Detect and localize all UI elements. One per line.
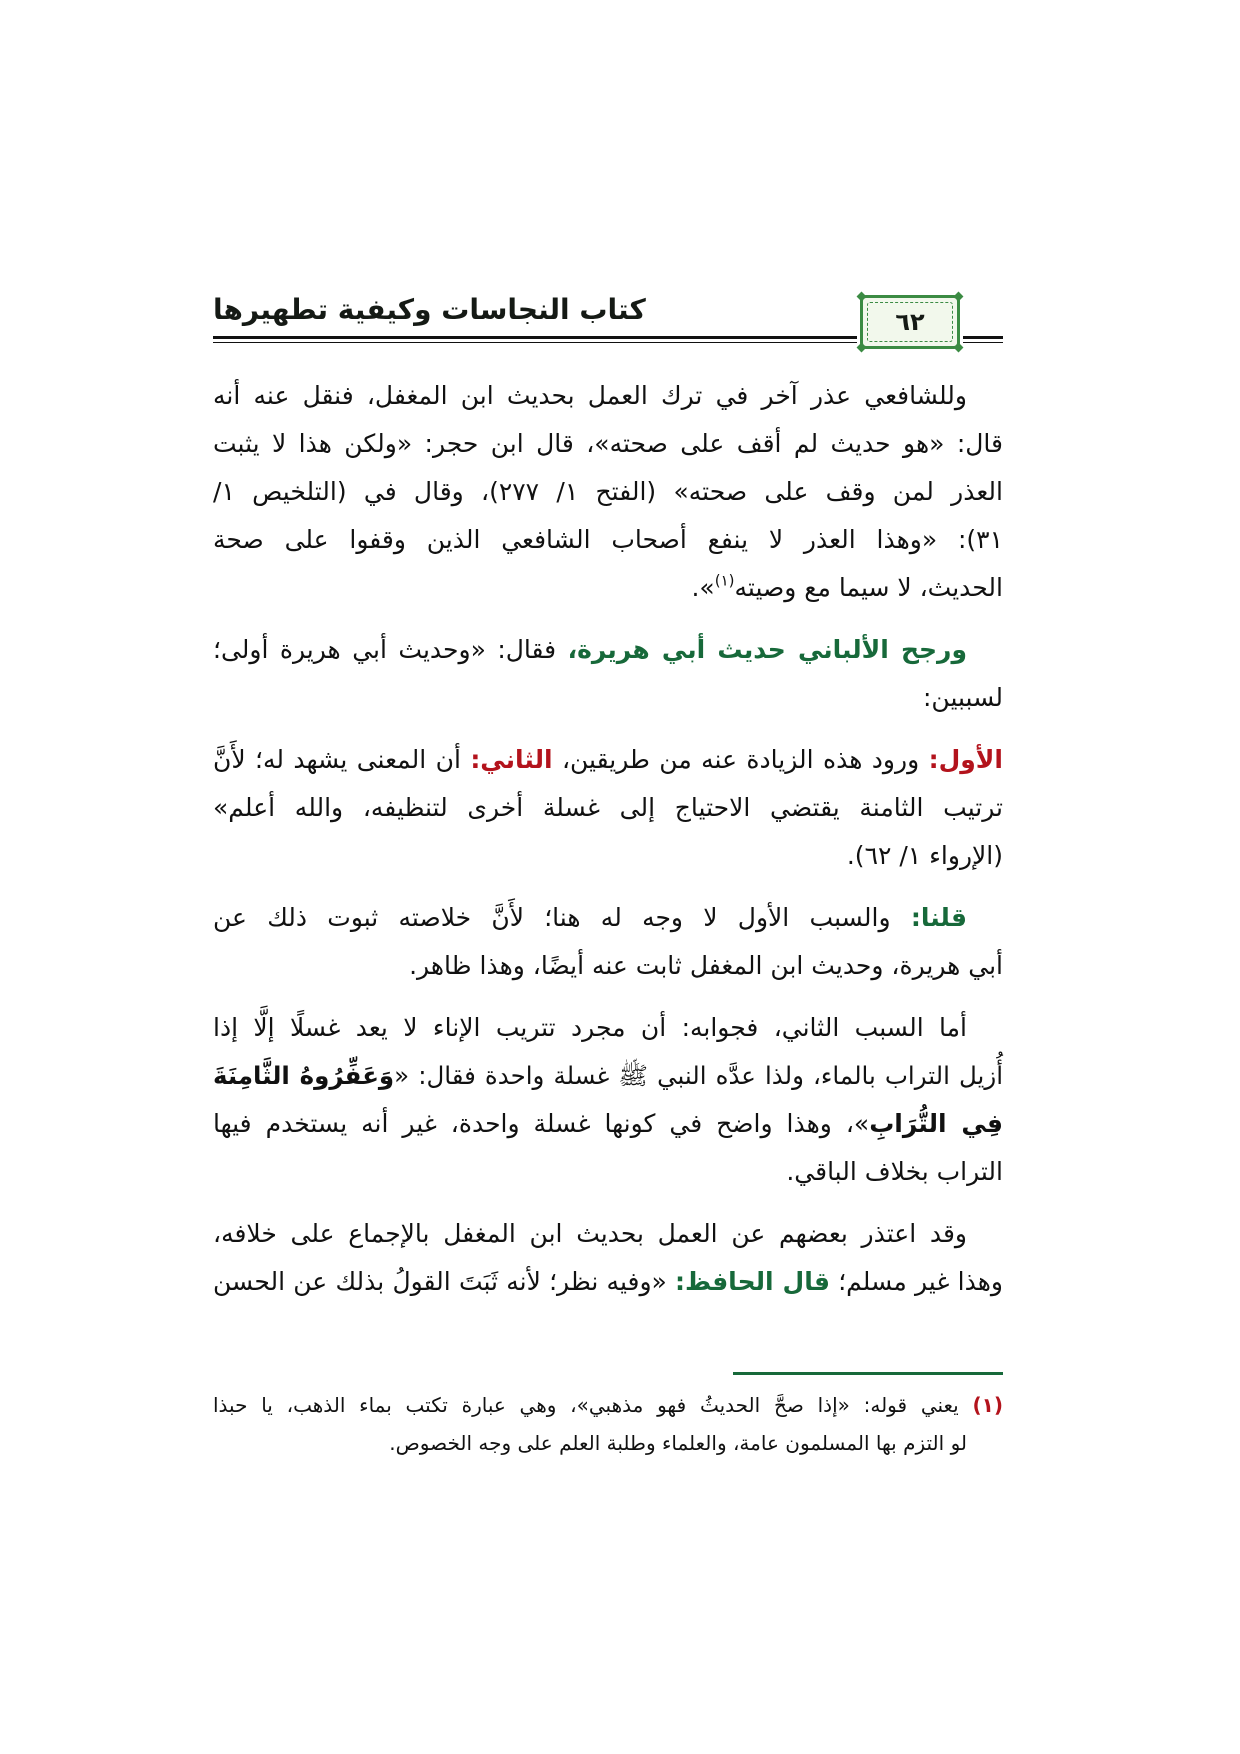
text-line bbox=[213, 736, 1003, 784]
text-segment: «وفيه نظر؛ لأنه ثَبَتَ القولُ بذلك عن الحسن bbox=[213, 1267, 676, 1296]
hadith-quote: فِي التُّرَابِ bbox=[869, 1109, 1003, 1138]
paragraph bbox=[213, 1004, 1003, 1196]
text-line: وللشافعي عذر آخر في ترك العمل بحديث ابن المغفل، فنقل عنه أنه bbox=[213, 381, 967, 410]
ornament-corner bbox=[857, 292, 867, 302]
text-segment: فقال: «وحديث أبي هريرة أولى؛ bbox=[213, 635, 568, 664]
paragraph bbox=[213, 894, 1003, 990]
text-line: التراب بخلاف الباقي. bbox=[786, 1157, 1003, 1186]
paragraph bbox=[213, 372, 1003, 612]
text-segment: والسبب الأول لا وجه له هنا؛ لأَنَّ خلاصته ثبوت ذلك عن bbox=[213, 903, 911, 932]
text-segment: »، وهذا واضح في كونها غسلة واحدة، غير أنه يستخدم فيها bbox=[213, 1109, 870, 1138]
reason-label-second: الثاني: bbox=[470, 745, 553, 774]
book-title: كتاب النجاسات وكيفية تطهيرها bbox=[213, 293, 646, 326]
ornament-corner bbox=[954, 343, 964, 353]
reason-label-first: الأول: bbox=[928, 745, 1003, 774]
text-segment: ». bbox=[691, 573, 715, 602]
text-line: ٣١): «وهذا العذر لا ينفع أصحاب الشافعي الذين وقفوا على صحة bbox=[213, 525, 1003, 554]
paragraph bbox=[213, 736, 1003, 880]
text-segment: وهذا غير مسلم؛ bbox=[829, 1267, 1003, 1296]
ornament-corner bbox=[954, 292, 964, 302]
header-double-rule-short bbox=[963, 336, 1003, 343]
header-double-rule bbox=[213, 336, 857, 343]
paragraph bbox=[213, 626, 1003, 722]
text-segment: أن المعنى يشهد له؛ لأَنَّ bbox=[213, 745, 471, 774]
page-number: ٦٢ bbox=[895, 308, 925, 336]
text-line bbox=[213, 1052, 1003, 1100]
text-line: قال: «هو حديث لم أقف على صحته»، قال ابن حجر: «ولكن هذا لا يثبت bbox=[213, 429, 1003, 458]
footnote-line bbox=[213, 1386, 1003, 1424]
hadith-quote: وَعَفِّرُوهُ الثَّامِنَةَ bbox=[213, 1061, 395, 1090]
footnotes bbox=[213, 1386, 1003, 1462]
highlighted-label: قلنا: bbox=[910, 903, 967, 932]
text-line: العذر لمن وقف على صحته» (الفتح ١/ ٢٧٧)، وقال في (التلخيص ١/ bbox=[213, 477, 1003, 506]
text-segment: ورود هذه الزيادة عنه من طريقين، bbox=[552, 745, 929, 774]
ornament-corner bbox=[857, 343, 867, 353]
text-line bbox=[213, 1258, 1003, 1306]
text-line bbox=[213, 564, 1003, 612]
page-number-ornament bbox=[860, 295, 960, 349]
text-line bbox=[213, 1100, 1003, 1148]
paragraph bbox=[213, 1210, 1003, 1306]
page-number-frame bbox=[867, 302, 953, 342]
text-line: (الإرواء ١/ ٦٢). bbox=[846, 841, 1003, 870]
text-segment: أُزيل التراب بالماء، ولذا عدَّه النبي ﷺ غسلة واحدة فقال: « bbox=[394, 1061, 1003, 1090]
footnote-marker: (١) bbox=[972, 1393, 1003, 1417]
text-line bbox=[213, 894, 1003, 942]
text-line: أبي هريرة، وحديث ابن المغفل ثابت عنه أيضًا، وهذا ظاهر. bbox=[409, 951, 1003, 980]
footnote-reference: (١) bbox=[714, 571, 735, 590]
text-line bbox=[213, 626, 1003, 674]
highlighted-label: قال الحافظ: bbox=[675, 1267, 830, 1296]
body-text bbox=[213, 372, 1003, 1306]
footnote-line: لو التزم بها المسلمون عامة، والعلماء وطلبة العلم على وجه الخصوص. bbox=[389, 1431, 967, 1455]
text-line: أما السبب الثاني، فجوابه: أن مجرد تتريب الإناء لا يعد غسلًا إلَّا إذا bbox=[213, 1013, 967, 1042]
footnote-separator bbox=[733, 1372, 1003, 1375]
text-line: ترتيب الثامنة يقتضي الاحتياج إلى غسلة أخرى لتنظيفه، والله أعلم» bbox=[213, 793, 1003, 822]
text-line: لسببين: bbox=[922, 683, 1003, 712]
text-segment: الحديث، لا سيما مع وصيته bbox=[734, 573, 1003, 602]
text-line: وقد اعتذر بعضهم عن العمل بحديث ابن المغفل بالإجماع على خلافه، bbox=[213, 1219, 967, 1248]
highlighted-phrase: ورجح الألباني حديث أبي هريرة، bbox=[567, 635, 967, 664]
text-segment: يعني قوله: «إذا صحَّ الحديثُ فهو مذهبي»، وهي عبارة تكتب بماء الذهب، يا حبذا bbox=[213, 1393, 973, 1417]
